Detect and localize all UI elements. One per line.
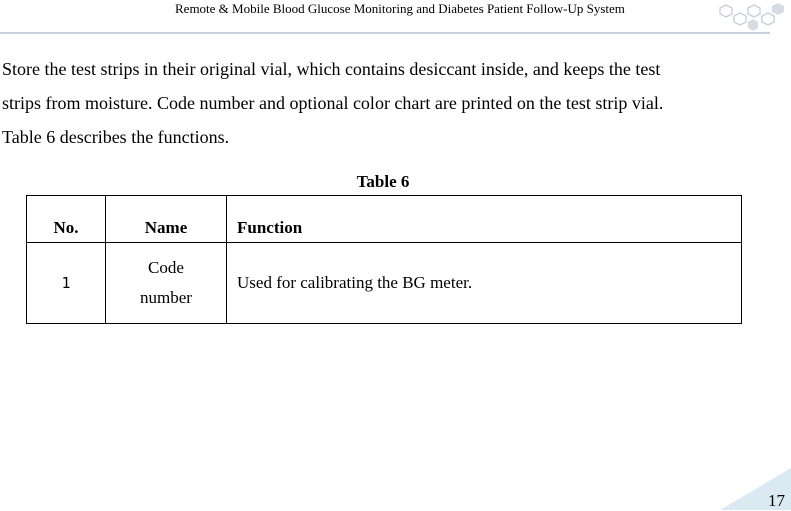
row-name-line: number [140,288,192,307]
header-rule [0,32,770,34]
paragraph-line: strips from moisture. Code number and optional color chart are printed on the test strip vial. [2,93,664,113]
table-title: Table 6 [356,172,410,191]
table-row [27,243,742,324]
header-function: Function [227,196,742,243]
hexagon-pattern-decoration [690,0,791,36]
header-name: Name [106,196,227,243]
row-name [106,243,227,324]
row-function: Used for calibrating the BG meter. [227,243,742,324]
row-no: 1 [27,243,106,324]
body-paragraph [2,52,777,154]
header-title: Remote & Mobile Blood Glucose Monitoring and Diabetes Patient Follow-Up System [175,1,625,16]
functions-table [26,195,742,324]
header-no: No. [27,196,106,243]
table-header-row [27,196,742,243]
paragraph-line: Table 6 describes the functions. [2,127,230,147]
row-name-line: Code [148,258,184,277]
paragraph-line: Store the test strips in their original vial, which contains desiccant inside, and keeps the test [2,59,661,79]
page-number: 17 [768,491,785,510]
